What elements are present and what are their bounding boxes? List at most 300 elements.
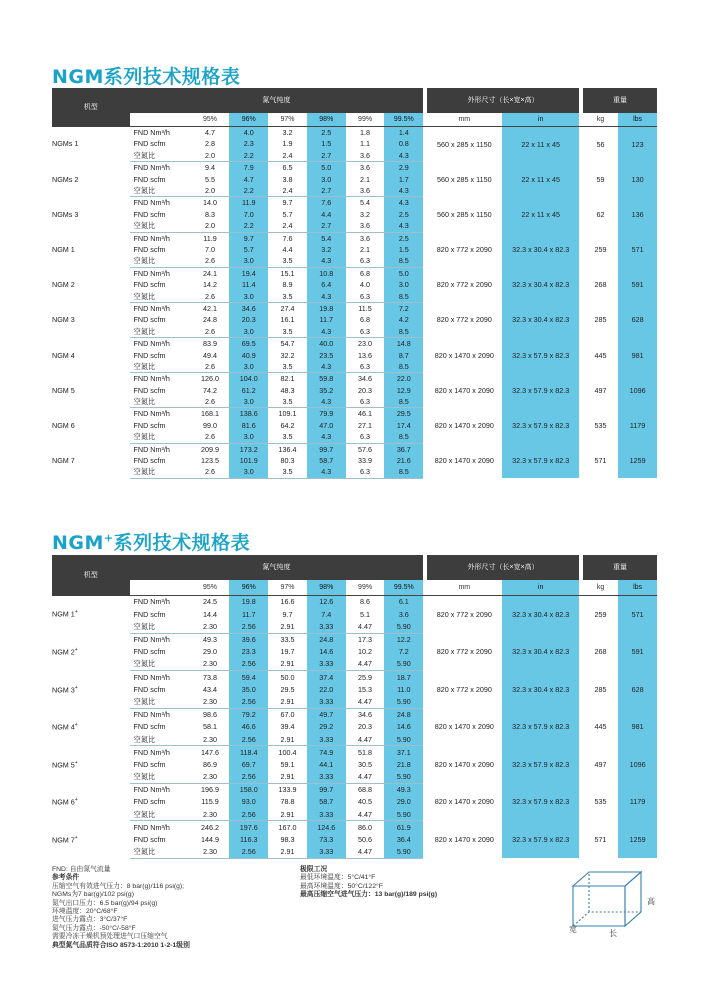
purity-value: 5.90 (384, 771, 423, 784)
purity-value: 34.6 (358, 710, 373, 720)
purity-value: 58.1 (202, 722, 217, 732)
note-line: 需要冷冻干燥机预处理进气口压缩空气 (52, 933, 168, 941)
header-kg: kg (583, 580, 618, 596)
purity-value: 167.0 (278, 822, 297, 832)
purity-value: 64.2 (280, 420, 295, 430)
purity-value: 51.8 (358, 747, 373, 757)
weight-kg: 535 (594, 797, 607, 807)
purity-value: 50.6 (358, 835, 373, 845)
purity-value: 24.8 (307, 633, 346, 646)
purity-value: 36.4 (384, 834, 423, 846)
purity-value: 79.2 (229, 708, 268, 721)
purity-value: 100.4 (278, 747, 297, 757)
header-purity-2: 97% (268, 580, 307, 596)
header-lbs: lbs (618, 113, 657, 127)
purity-value: 11.9 (229, 197, 268, 209)
purity-value: 4.3 (307, 290, 346, 302)
purity-value: 19.4 (229, 267, 268, 279)
purity-value: 16.1 (280, 315, 295, 325)
weight-lbs: 1179 (618, 408, 657, 443)
dimension-mm: 820 x 772 x 2090 (436, 245, 492, 254)
header-purity-1: 96% (229, 113, 268, 127)
purity-value: 3.0 (229, 431, 268, 443)
limit-conditions-notes (300, 866, 437, 900)
weight-kg: 571 (594, 835, 607, 845)
weight-lbs: 1179 (618, 783, 657, 821)
table-row (52, 821, 657, 834)
dimension-mm: 820 x 1470 x 2090 (434, 456, 494, 466)
purity-value: 47.0 (307, 420, 346, 431)
purity-value: 4.0 (360, 280, 371, 290)
weight-lbs: 1259 (618, 443, 657, 478)
purity-value: 3.2 (282, 128, 293, 138)
purity-value: 3.2 (360, 209, 371, 219)
purity-value: 1.7 (384, 174, 423, 185)
purity-value: 35.0 (229, 683, 268, 695)
model-name: NGM 4 (52, 722, 75, 732)
purity-value: 2.56 (229, 846, 268, 859)
purity-value: 2.4 (268, 150, 307, 162)
model-name: NGMs 1 (52, 139, 79, 149)
purity-value: 17.4 (384, 420, 423, 431)
purity-value: 8.5 (384, 255, 423, 267)
purity-value: 2.4 (268, 220, 307, 232)
model-name: NGM 2 (52, 280, 75, 290)
weight-lbs: 981 (618, 338, 657, 373)
purity-value: 4.47 (346, 696, 385, 709)
purity-value: 5.0 (307, 162, 346, 174)
dimension-in: 32.3 x 30.4 x 82.3 (502, 596, 580, 634)
header-in: in (502, 580, 580, 596)
header-blank (130, 113, 191, 127)
row-label: FND scfm (133, 797, 166, 807)
purity-value: 15.1 (280, 268, 295, 278)
purity-value: 2.56 (229, 771, 268, 784)
model-name: NGM 1 (52, 245, 75, 254)
model-name: NGMs 3 (52, 209, 79, 219)
purity-value: 115.9 (201, 797, 219, 807)
purity-value: 209.9 (200, 444, 219, 454)
box-hidden-edges (573, 912, 641, 926)
purity-value: 12.6 (307, 596, 346, 609)
dimension-mm: 820 x 1470 x 2090 (434, 350, 494, 360)
purity-value: 168.1 (200, 409, 219, 419)
purity-value: 2.2 (229, 185, 268, 197)
box-front-face (573, 886, 625, 926)
purity-value: 74.9 (307, 746, 346, 759)
purity-value: 3.5 (268, 326, 307, 338)
purity-value: 2.0 (191, 150, 230, 162)
purity-value: 68.8 (358, 785, 373, 795)
model-name-cell (52, 821, 130, 859)
row-label: FND scfm (133, 385, 166, 395)
row-label: FND scfm (133, 609, 166, 619)
row-label: 空氮比 (130, 696, 191, 709)
purity-value: 8.9 (282, 280, 293, 290)
purity-value: 78.8 (280, 797, 295, 807)
purity-value: 43.4 (202, 684, 217, 694)
dimension-mm: 820 x 772 x 2090 (436, 647, 492, 657)
row-label: FND scfm (133, 350, 166, 360)
purity-value: 2.5 (384, 209, 423, 220)
purity-value: 3.0 (229, 396, 268, 408)
purity-value: 69.7 (229, 758, 268, 770)
weight-lbs: 591 (618, 267, 657, 302)
purity-value: 8.5 (384, 290, 423, 302)
model-sup: + (74, 797, 78, 804)
weight-lbs: 130 (618, 162, 657, 197)
purity-value: 1.5 (384, 244, 423, 255)
header-model: 机型 (52, 555, 130, 596)
purity-value: 11.9 (203, 233, 217, 243)
weight-kg: 59 (596, 174, 605, 184)
row-label: FND scfm (133, 174, 166, 184)
purity-value: 20.3 (358, 722, 373, 732)
purity-value: 2.91 (268, 846, 307, 859)
weight-lbs: 981 (618, 708, 657, 746)
dimension-in: 22 x 11 x 45 (502, 127, 580, 162)
purity-value: 3.0 (229, 326, 268, 338)
purity-value: 8.5 (384, 431, 423, 443)
purity-value: 27.1 (358, 420, 373, 430)
dimension-in: 32.3 x 57.9 x 82.3 (502, 821, 580, 859)
purity-value: 14.8 (384, 338, 423, 350)
purity-value: 82.1 (280, 374, 295, 384)
table-row (52, 708, 657, 721)
purity-value: 173.2 (229, 443, 268, 455)
purity-value: 2.1 (360, 174, 371, 184)
reference-conditions-notes (52, 866, 190, 950)
header-kg: kg (583, 113, 618, 127)
purity-value: 2.6 (191, 290, 230, 302)
row-label: 空氮比 (130, 290, 191, 302)
purity-value: 42.1 (202, 303, 217, 313)
purity-value: 2.5 (384, 232, 423, 244)
purity-value: 3.33 (307, 696, 346, 709)
purity-value: 8.5 (384, 361, 423, 373)
dimension-mm: 820 x 772 x 2090 (436, 280, 492, 290)
ngm-plus-title-suffix: 系列技术规格表 (113, 532, 251, 554)
header-purity-2: 97% (268, 113, 307, 127)
purity-value: 7.6 (307, 197, 346, 209)
row-label: 空氮比 (130, 326, 191, 338)
purity-value: 3.6 (360, 233, 371, 243)
header-in: in (502, 113, 580, 127)
row-label: FND Nm³/h (133, 268, 170, 278)
purity-value: 6.8 (360, 315, 371, 325)
purity-value: 4.2 (384, 314, 423, 325)
weight-lbs: 628 (618, 671, 657, 709)
purity-value: 33.9 (358, 456, 373, 466)
purity-value: 24.8 (202, 315, 217, 325)
purity-value: 3.0 (384, 279, 423, 290)
purity-value: 2.7 (307, 185, 346, 197)
purity-value: 99.7 (307, 783, 346, 796)
header-purity-5: 99.5% (384, 580, 423, 596)
purity-value: 4.47 (346, 733, 385, 746)
model-name: NGM 3 (52, 315, 75, 325)
weight-kg: 259 (594, 609, 607, 619)
purity-value: 2.56 (229, 658, 268, 671)
model-name: NGM 5 (52, 760, 75, 770)
weight-lbs: 1259 (618, 821, 657, 859)
weight-kg: 535 (594, 420, 607, 430)
model-name-cell (52, 633, 130, 671)
header-purity-1: 96% (229, 580, 268, 596)
row-label: 空氮比 (130, 846, 191, 859)
purity-value: 6.4 (307, 279, 346, 290)
model-name: NGMs 2 (52, 174, 79, 184)
purity-value: 10.2 (358, 647, 373, 657)
purity-value: 11.5 (358, 303, 372, 313)
purity-value: 5.90 (384, 696, 423, 709)
dimension-in: 32.3 x 30.4 x 82.3 (502, 633, 580, 671)
purity-value: 4.3 (307, 326, 346, 338)
purity-value: 9.7 (282, 609, 293, 619)
purity-value: 2.4 (268, 185, 307, 197)
row-label: FND scfm (133, 456, 166, 466)
table-row (52, 408, 657, 420)
purity-value: 29.2 (307, 721, 346, 733)
weight-lbs: 571 (618, 232, 657, 267)
purity-value: 5.90 (384, 733, 423, 746)
purity-value: 79.9 (307, 408, 346, 420)
purity-value: 9.4 (204, 163, 215, 173)
purity-value: 2.56 (229, 696, 268, 709)
row-label: FND Nm³/h (133, 710, 170, 720)
row-label: FND scfm (133, 759, 166, 769)
purity-value: 109.1 (278, 409, 297, 419)
purity-value: 4.47 (346, 846, 385, 859)
purity-value: 5.7 (229, 244, 268, 255)
purity-value: 49.4 (202, 350, 217, 360)
dimension-in: 32.3 x 57.9 x 82.3 (502, 783, 580, 821)
note-line: 压缩空气有效进气压力：8 bar(g)/116 psi(g); (52, 882, 185, 890)
purity-value: 61.9 (384, 821, 423, 834)
model-name-cell (52, 162, 130, 197)
note-line: 氮气出口压力：6.5 bar(g)/94 psi(g) (52, 899, 158, 907)
row-label: FND Nm³/h (133, 785, 170, 795)
purity-value: 2.2 (229, 150, 268, 162)
purity-value: 37.1 (384, 746, 423, 759)
model-name: NGM 7 (52, 456, 75, 466)
weight-lbs: 136 (618, 197, 657, 232)
purity-value: 126.0 (200, 374, 219, 384)
box-height-label: 高 (647, 897, 655, 906)
purity-value: 4.3 (384, 220, 423, 232)
purity-value: 2.30 (191, 808, 230, 821)
purity-value: 59.4 (229, 671, 268, 684)
note-line: 参考条件 (52, 874, 80, 882)
purity-value: 80.3 (280, 456, 295, 466)
dimension-mm: 820 x 772 x 2090 (436, 315, 492, 325)
purity-value: 7.9 (229, 162, 268, 174)
table-row (52, 267, 657, 279)
purity-value: 11.7 (307, 314, 346, 325)
row-label: FND Nm³/h (133, 444, 170, 454)
header-purity-3: 98% (307, 580, 346, 596)
purity-value: 2.91 (268, 620, 307, 633)
purity-value: 24.5 (202, 597, 217, 607)
purity-value: 12.9 (384, 385, 423, 396)
purity-value: 58.7 (307, 796, 346, 808)
purity-value: 1.8 (360, 128, 371, 138)
box-top-face (573, 872, 641, 886)
model-name: NGM 3 (52, 685, 75, 694)
model-sup: + (74, 722, 78, 729)
purity-value: 3.0 (229, 290, 268, 302)
note-line: FND: 自由氮气流量 (52, 866, 111, 873)
header-purity-4: 99% (346, 113, 385, 127)
row-label: FND Nm³/h (133, 233, 170, 243)
purity-value: 10.8 (307, 267, 346, 279)
dimension-mm: 560 x 285 x 1150 (436, 209, 492, 219)
header-dimensions: 外形尺寸（长×宽×高） (427, 555, 580, 580)
purity-value: 23.5 (307, 349, 346, 360)
header-purity-0: 95% (191, 580, 230, 596)
purity-value: 22.0 (307, 683, 346, 695)
purity-value: 93.0 (229, 796, 268, 808)
header-mm: mm (427, 580, 502, 596)
purity-value: 5.1 (360, 609, 371, 619)
row-label: FND Nm³/h (133, 339, 170, 349)
purity-value: 3.5 (268, 466, 307, 478)
dimension-mm: 820 x 1470 x 2090 (434, 797, 494, 807)
row-label: FND scfm (133, 209, 166, 219)
purity-value: 5.90 (384, 620, 423, 633)
box-width-label: 宽 (569, 925, 577, 934)
ngm-spec-table (52, 88, 657, 479)
purity-value: 34.6 (358, 374, 373, 384)
model-sup: + (74, 834, 78, 841)
purity-value: 69.5 (229, 338, 268, 350)
row-label: FND Nm³/h (133, 822, 170, 832)
purity-value: 2.91 (268, 658, 307, 671)
purity-value: 19.7 (280, 647, 295, 657)
header-dimensions: 外形尺寸（长×宽×高） (427, 88, 580, 113)
weight-lbs: 1096 (618, 746, 657, 784)
purity-value: 2.0 (191, 220, 230, 232)
purity-value: 3.33 (307, 808, 346, 821)
purity-value: 124.6 (307, 821, 346, 834)
weight-kg: 285 (594, 684, 607, 694)
weight-kg: 62 (596, 209, 605, 219)
table-row (52, 162, 657, 174)
table-row (52, 302, 657, 314)
row-label: 空氮比 (130, 185, 191, 197)
model-name-cell (52, 783, 130, 821)
purity-value: 19.8 (229, 596, 268, 609)
purity-value: 6.3 (346, 466, 385, 478)
row-label: FND scfm (133, 139, 166, 149)
purity-value: 3.5 (268, 361, 307, 373)
dimension-in: 32.3 x 57.9 x 82.3 (502, 408, 580, 443)
ngm-plus-title-sup: + (103, 531, 114, 545)
header-model: 机型 (52, 88, 130, 127)
weight-kg: 285 (594, 315, 607, 325)
weight-kg: 497 (594, 759, 607, 769)
purity-value: 6.1 (384, 596, 423, 609)
purity-value: 4.3 (307, 431, 346, 443)
purity-value: 21.8 (384, 758, 423, 770)
purity-value: 33.5 (280, 635, 295, 645)
row-label: FND scfm (133, 280, 166, 290)
purity-value: 2.91 (268, 733, 307, 746)
purity-value: 147.6 (200, 747, 219, 757)
purity-value: 67.0 (280, 710, 295, 720)
header-purity-3: 98% (307, 113, 346, 127)
ngm-plus-spec-table (52, 555, 657, 859)
row-label: 空氮比 (130, 658, 191, 671)
header-lbs: lbs (618, 580, 657, 596)
purity-value: 2.91 (268, 808, 307, 821)
model-name: NGM 7 (52, 835, 75, 845)
model-name-cell (52, 596, 130, 634)
purity-value: 59.8 (307, 373, 346, 385)
purity-value: 6.8 (360, 268, 371, 278)
purity-value: 2.56 (229, 620, 268, 633)
purity-value: 39.6 (229, 633, 268, 646)
purity-value: 30.5 (358, 759, 373, 769)
model-name: NGM 6 (52, 797, 75, 807)
purity-value: 8.6 (360, 597, 371, 607)
purity-value: 5.4 (307, 232, 346, 244)
header-mm: mm (427, 113, 502, 127)
dimension-in: 32.3 x 57.9 x 82.3 (502, 338, 580, 373)
purity-value: 7.2 (384, 646, 423, 658)
purity-value: 2.3 (229, 138, 268, 149)
weight-kg: 268 (594, 280, 607, 290)
purity-value: 3.33 (307, 846, 346, 859)
purity-value: 2.91 (268, 696, 307, 709)
purity-value: 29.0 (202, 647, 217, 657)
row-label: FND Nm³/h (133, 409, 170, 419)
purity-value: 83.9 (202, 339, 217, 349)
purity-value: 3.5 (268, 431, 307, 443)
purity-value: 49.3 (202, 635, 217, 645)
row-label: FND scfm (133, 722, 166, 732)
row-label: FND Nm³/h (133, 747, 170, 757)
note-line: 典型氮气品质符合ISO 8573-1:2010 1-2-1级别 (52, 941, 190, 949)
purity-value: 48.3 (280, 385, 295, 395)
purity-value: 6.3 (346, 326, 385, 338)
purity-value: 3.0 (229, 466, 268, 478)
purity-value: 2.6 (191, 255, 230, 267)
model-sup: + (74, 684, 78, 691)
purity-value: 14.6 (307, 646, 346, 658)
purity-value: 1.9 (282, 139, 293, 149)
table-row (52, 127, 657, 139)
purity-value: 2.7 (307, 150, 346, 162)
purity-value: 1.4 (384, 127, 423, 139)
weight-lbs: 571 (618, 596, 657, 634)
purity-value: 4.3 (384, 185, 423, 197)
purity-value: 57.6 (358, 444, 373, 454)
purity-value: 2.6 (191, 326, 230, 338)
header-purity-4: 99% (346, 580, 385, 596)
purity-value: 74.2 (202, 385, 217, 395)
purity-value: 4.47 (346, 808, 385, 821)
purity-value: 6.3 (346, 290, 385, 302)
dimension-mm: 820 x 1470 x 2090 (434, 835, 494, 845)
purity-value: 5.0 (384, 267, 423, 279)
purity-value: 4.7 (204, 128, 215, 138)
purity-value: 25.9 (358, 672, 373, 682)
note-line: 进气压力露点：3°C/37°F (52, 916, 128, 924)
purity-value: 58.7 (307, 455, 346, 466)
row-label: 空氮比 (130, 361, 191, 373)
purity-value: 49.7 (307, 708, 346, 721)
